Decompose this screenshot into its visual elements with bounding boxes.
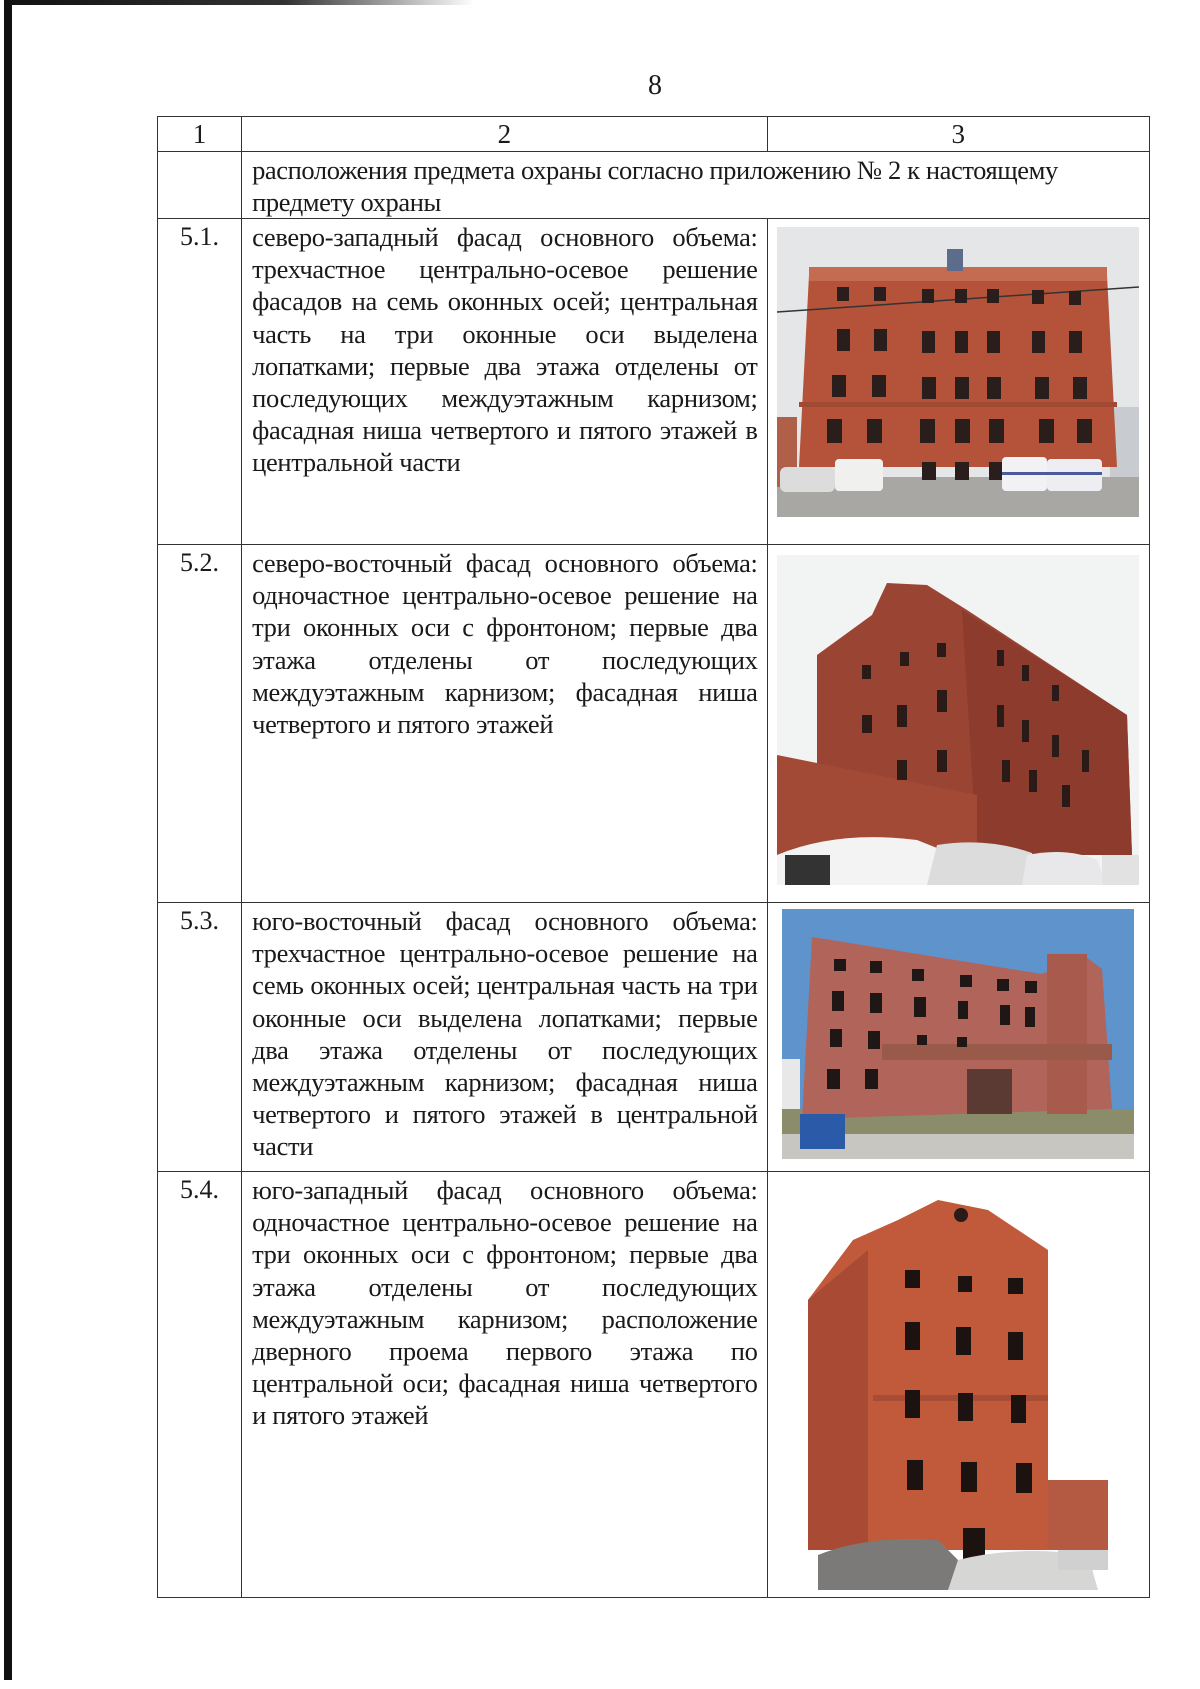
building-photo-icon: [782, 909, 1134, 1159]
scan-edge-left: [4, 0, 12, 1680]
table-row: [158, 1172, 1150, 1598]
column-header-3: 3: [767, 117, 1149, 152]
row-number: 5.3.: [158, 903, 242, 1172]
row-number: 5.2.: [158, 545, 242, 903]
photo-cell: [767, 903, 1149, 1172]
row-number: 5.4.: [158, 1172, 242, 1598]
page-number: 8: [648, 70, 662, 101]
scan-edge-top: [4, 0, 474, 5]
row-description: северо-восточный фасад основного объема: одночастное центрально-осевое решение на три оконных оси с фронтоном; первые два этажа отделены от последующих междуэтажным карнизом; фасадная ниша четвертого и пятого этажей: [242, 545, 768, 903]
facade-photo-north-west: [777, 227, 1139, 517]
building-photo-icon: [777, 555, 1139, 885]
facade-photo-south-west: [798, 1180, 1128, 1590]
continuation-row: [158, 152, 1150, 219]
table-row: [158, 219, 1150, 545]
table-header-row: [158, 117, 1150, 152]
row-description: северо-западный фасад основного объема: трехчастное центрально-осевое решение фасадов на семь оконных осей; центральная часть на три оконные оси выделена лопатками; первые два этажа отделены от последующих междуэтажным карнизом; фасадная ниша четвертого и пятого этажей в центральной части: [242, 219, 768, 545]
continuation-text: расположения предмета охраны согласно приложению № 2 к настоящему предмету охраны: [242, 152, 1150, 219]
column-header-2: 2: [242, 117, 768, 152]
row-number: 5.1.: [158, 219, 242, 545]
facade-photo-north-east: [777, 555, 1139, 885]
facade-photo-south-east: [782, 909, 1134, 1159]
row-description: юго-западный фасад основного объема: одночастное центрально-осевое решение на три оконных оси с фронтоном; первые два этажа отделены от последующих междуэтажным карнизом; расположение дверного проема первого этажа по центральной оси; фасадная ниша четвертого и пятого этажей: [242, 1172, 768, 1598]
photo-cell: [767, 545, 1149, 903]
row-description: юго-восточный фасад основного объема: трехчастное центрально-осевое решение на семь оконных осей; центральная часть на три оконные оси выделена лопатками; первые два этажа отделены от последующих междуэтажным карнизом; фасадная ниша четвертого и пятого этажей в центральной части: [242, 903, 768, 1172]
photo-cell: [767, 219, 1149, 545]
table-row: [158, 903, 1150, 1172]
photo-cell: [767, 1172, 1149, 1598]
building-photo-icon: [777, 227, 1139, 517]
building-photo-icon: [798, 1180, 1128, 1590]
protection-subject-table: [157, 116, 1150, 1598]
column-header-1: 1: [158, 117, 242, 152]
continuation-num-cell: [158, 152, 242, 219]
table-row: [158, 545, 1150, 903]
